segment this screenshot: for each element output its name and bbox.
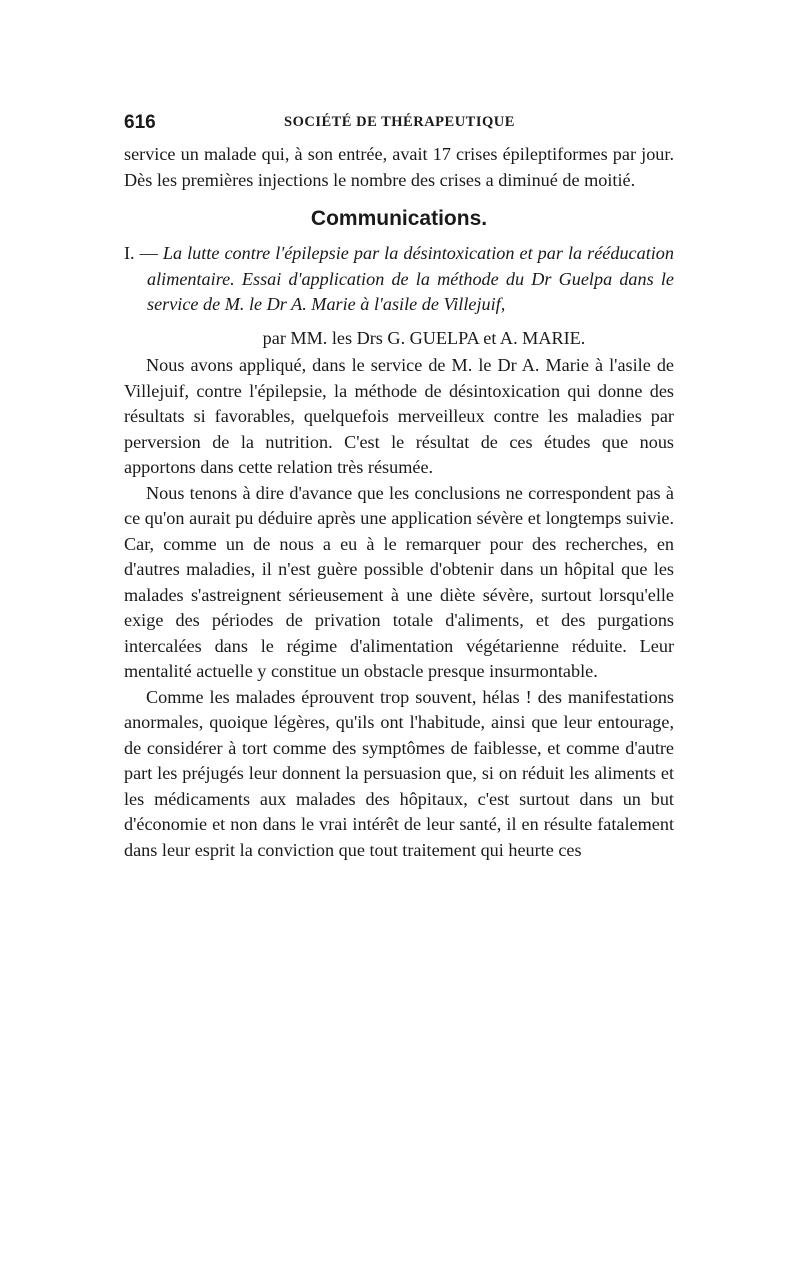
section-heading: Communications. [310,207,488,230]
book-page [124,112,674,863]
article-number: I. — [124,243,158,263]
page-number: 616 [124,112,156,133]
article-byline: par MM. les Drs G. GUELPA et A. MARIE. [262,327,586,348]
running-head [124,112,674,142]
body-paragraph-3: Comme les malades éprouvent trop souvent, hélas ! des manifestations anormales, quoique légères, qu'ils ont l'habitude, ainsi que leur entourage, de considérer à tort comme des symptômes de faiblesse, et comme d'autre part les préjugés leur donnent la persuasion que, si on réduit les aliments et les médicaments aux malades des hôpitaux, c'est surtout dans un but d'économie et non dans le vrai intérêt de leur santé, il en résulte fatalement dans leur esprit la conviction que tout traitement qui heurte ces [124,686,674,860]
journal-title: SOCIÉTÉ DE THÉRAPEUTIQUE [284,114,515,130]
article-title: La lutte contre l'épilepsie par la désintoxication et par la rééducation alimentaire. Essai d'application de la méthode du Dr Guelpa dans le service de M. le Dr A. Marie à l'asile de Villejuif, [147,243,674,314]
body-paragraph-2: Nous tenons à dire d'avance que les conclusions ne correspondent pas à ce qu'on aurait pu déduire après une application sévère et longtemps suivie. Car, comme un de nous a eu à le remarquer pour des recherches, en d'autres maladies, il n'est guère possible d'obtenir dans un hôpital que les malades s'astreignent sérieusement à une diète sévère, surtout lorsqu'elle exige des périodes de privation totale d'aliments, et des purgations intercalées dans le régime d'alimentation végétarienne réduite. Leur mentalité actuelle y constitue un obstacle presque insurmontable. [124,482,674,681]
article-title-block [124,241,674,318]
continuation-paragraph: service un malade qui, à son entrée, avait 17 crises épileptiformes par jour. Dès les premières injections le nombre des crises a diminué de moitié. [124,144,674,190]
body-paragraph-1: Nous avons appliqué, dans le service de M. le Dr A. Marie à l'asile de Villejuif, contre l'épilepsie, la méthode de désintoxication qui donne des résultats si favorables, quelquefois merveilleux contre les maladies par perversion de la nutrition. C'est le résultat de ces études que nous apportons dans cette relation très résumée. [124,355,674,477]
